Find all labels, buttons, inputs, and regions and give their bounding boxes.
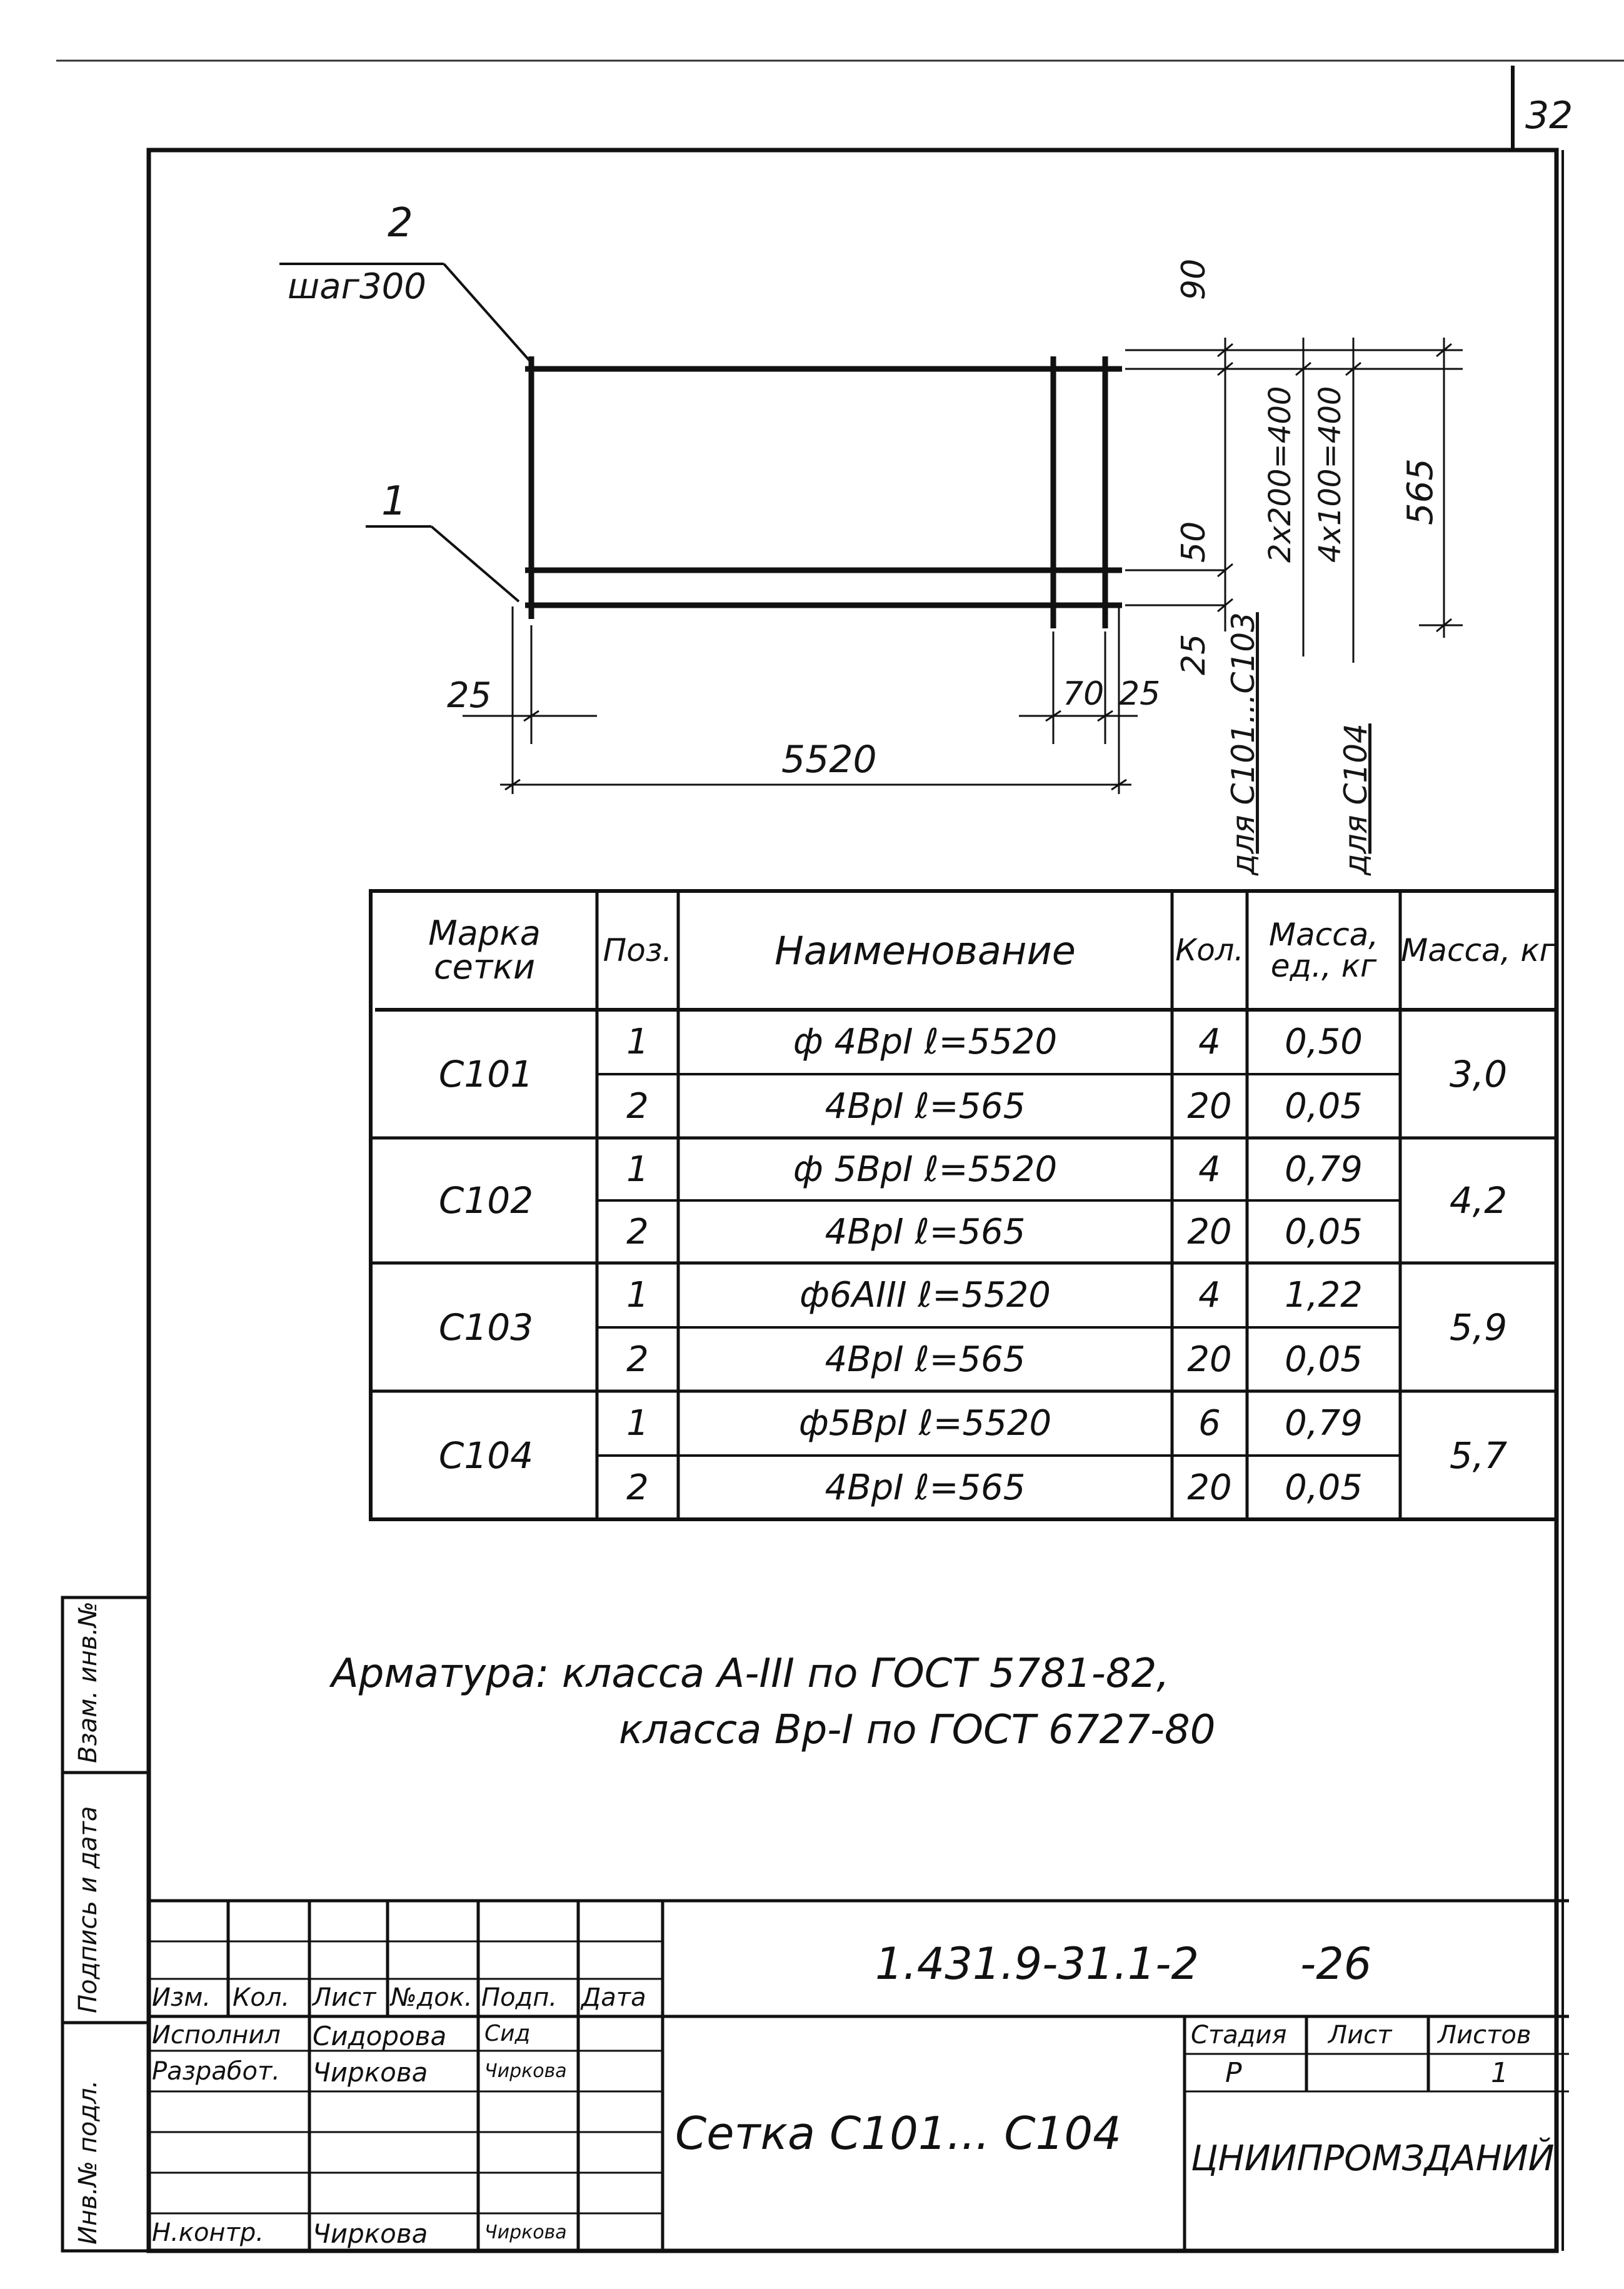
label-position-1: 1 [381, 478, 407, 525]
pos-c101-2: 2 [626, 1085, 649, 1127]
dim-2x200: 2x200=400 [1263, 386, 1298, 563]
qty-c103-2: 20 [1187, 1339, 1232, 1380]
side-strip-signature-date: Подпись и дата [74, 1806, 103, 2013]
mass-c102-1: 0,79 [1285, 1149, 1363, 1190]
header-pos: Поз. [603, 932, 673, 968]
header-qty: Кол. [1175, 933, 1244, 968]
dim-90: 90 [1175, 258, 1213, 300]
qty-c102-2: 20 [1187, 1211, 1232, 1252]
mass-c104-1: 0,79 [1285, 1403, 1363, 1444]
sheet-label: Лист [1328, 2021, 1392, 2050]
stage-value: Р [1225, 2057, 1242, 2089]
pos-c102-1: 1 [626, 1149, 649, 1190]
total-c102: 4,2 [1449, 1179, 1508, 1222]
name-c101-2: 4ВрI ℓ=565 [825, 1085, 1026, 1127]
header-total-mass: Масса, кг [1401, 932, 1556, 968]
qty-c103-1: 4 [1198, 1275, 1221, 1316]
mark-c102: С102 [438, 1179, 534, 1222]
role-norm-control: Н.контр. [152, 2218, 264, 2247]
mesh-drawing [279, 264, 1122, 628]
mark-c103: С103 [438, 1305, 534, 1349]
role-developed: Разработ. [152, 2057, 280, 2086]
drawing-title: Сетка С101... С104 [675, 2107, 1121, 2160]
note-for-c104: для С104 [1338, 723, 1374, 875]
sheet-number: 32 [1525, 94, 1573, 138]
pos-c103-1: 1 [626, 1275, 649, 1316]
col-header-sheet: Лист [313, 1983, 376, 2012]
pos-c101-1: 1 [626, 1022, 649, 1062]
sheets-label: Листов [1438, 2021, 1531, 2050]
qty-c102-1: 4 [1198, 1149, 1221, 1190]
organization: ЦНИИПРОМЗДАНИЙ [1191, 2138, 1555, 2179]
mass-c101-1: 0,50 [1285, 1022, 1363, 1062]
dim-4x100: 4x100=400 [1313, 386, 1348, 563]
qty-c101-2: 20 [1187, 1085, 1232, 1127]
total-c103: 5,9 [1449, 1305, 1508, 1349]
col-header-doc-no: №док. [391, 1983, 473, 2012]
label-position-2: 2 [388, 200, 413, 246]
col-header-qty: Кол. [233, 1983, 290, 2012]
dim-left-25: 25 [447, 675, 492, 716]
name-c101-1: ф 4ВрI ℓ=5520 [793, 1022, 1058, 1062]
dim-right-25: 25 [1119, 675, 1161, 713]
mass-c104-2: 0,05 [1285, 1467, 1363, 1508]
col-header-date: Дата [581, 1983, 646, 2012]
header-name: Наименование [774, 927, 1076, 973]
mark-c104: С104 [438, 1434, 534, 1477]
pos-c104-2: 2 [626, 1467, 649, 1508]
sign-developed: Чиркова [484, 2060, 567, 2082]
sign-norm-control: Чиркова [484, 2221, 567, 2243]
stage-label: Стадия [1191, 2021, 1287, 2050]
document-sheet-code: -26 [1300, 1938, 1372, 1990]
role-executed: Исполнил [152, 2021, 281, 2050]
qty-c104-1: 6 [1198, 1403, 1221, 1444]
mass-c103-2: 0,05 [1285, 1339, 1363, 1380]
mass-c101-2: 0,05 [1285, 1085, 1363, 1127]
dim-70: 70 [1063, 675, 1105, 713]
pos-c103-2: 2 [626, 1339, 649, 1380]
col-header-change: Изм. [152, 1983, 211, 2012]
dim-total-length: 5520 [781, 738, 877, 782]
header-mark: Марка сетки [428, 913, 541, 987]
sign-executed: Сид [484, 2021, 531, 2046]
name-c104-2: 4ВрI ℓ=565 [825, 1467, 1026, 1508]
label-step: шаг300 [288, 263, 426, 307]
total-c101: 3,0 [1449, 1052, 1508, 1095]
total-c104: 5,7 [1449, 1434, 1508, 1477]
header-unit-mass: Масса, ед., кг [1268, 917, 1379, 984]
qty-c104-2: 20 [1187, 1467, 1232, 1508]
pos-c102-2: 2 [626, 1211, 649, 1252]
document-designation: 1.431.9-31.1-2 [875, 1938, 1200, 1990]
name-c104-1: ф5ВрI ℓ=5520 [798, 1403, 1052, 1444]
dim-50: 50 [1175, 521, 1213, 563]
qty-c101-1: 4 [1198, 1022, 1221, 1062]
side-strip-replacement-inv: Взам. инв.№ [74, 1601, 103, 1763]
name-c103-2: 4ВрI ℓ=565 [825, 1339, 1026, 1380]
name-c102-2: 4ВрI ℓ=565 [825, 1211, 1026, 1252]
mass-c103-1: 1,22 [1285, 1275, 1363, 1316]
reinforcement-note-line2: класса Вр-I по ГОСТ 6727-80 [619, 1707, 1216, 1753]
dim-565: 565 [1400, 458, 1441, 525]
pos-c104-1: 1 [626, 1403, 649, 1444]
note-for-c101-c103: для С101...С103 [1225, 612, 1261, 875]
sheets-value: 1 [1491, 2057, 1508, 2089]
col-header-signature: Подп. [481, 1983, 558, 2012]
mark-c101: С101 [438, 1052, 534, 1095]
name-norm-control: Чиркова [313, 2218, 428, 2249]
name-developed: Чиркова [313, 2057, 428, 2088]
mass-c102-2: 0,05 [1285, 1211, 1363, 1252]
dim-25-vertical: 25 [1175, 633, 1213, 675]
name-c103-1: ф6АIII ℓ=5520 [799, 1275, 1051, 1316]
name-executed: Сидорова [313, 2021, 447, 2051]
name-c102-1: ф 5ВрI ℓ=5520 [793, 1149, 1058, 1190]
reinforcement-note-line1: Арматура: класса А-III по ГОСТ 5781-82, [331, 1651, 1170, 1697]
side-strip-original-inv: Инв.№ подл. [74, 2080, 103, 2245]
